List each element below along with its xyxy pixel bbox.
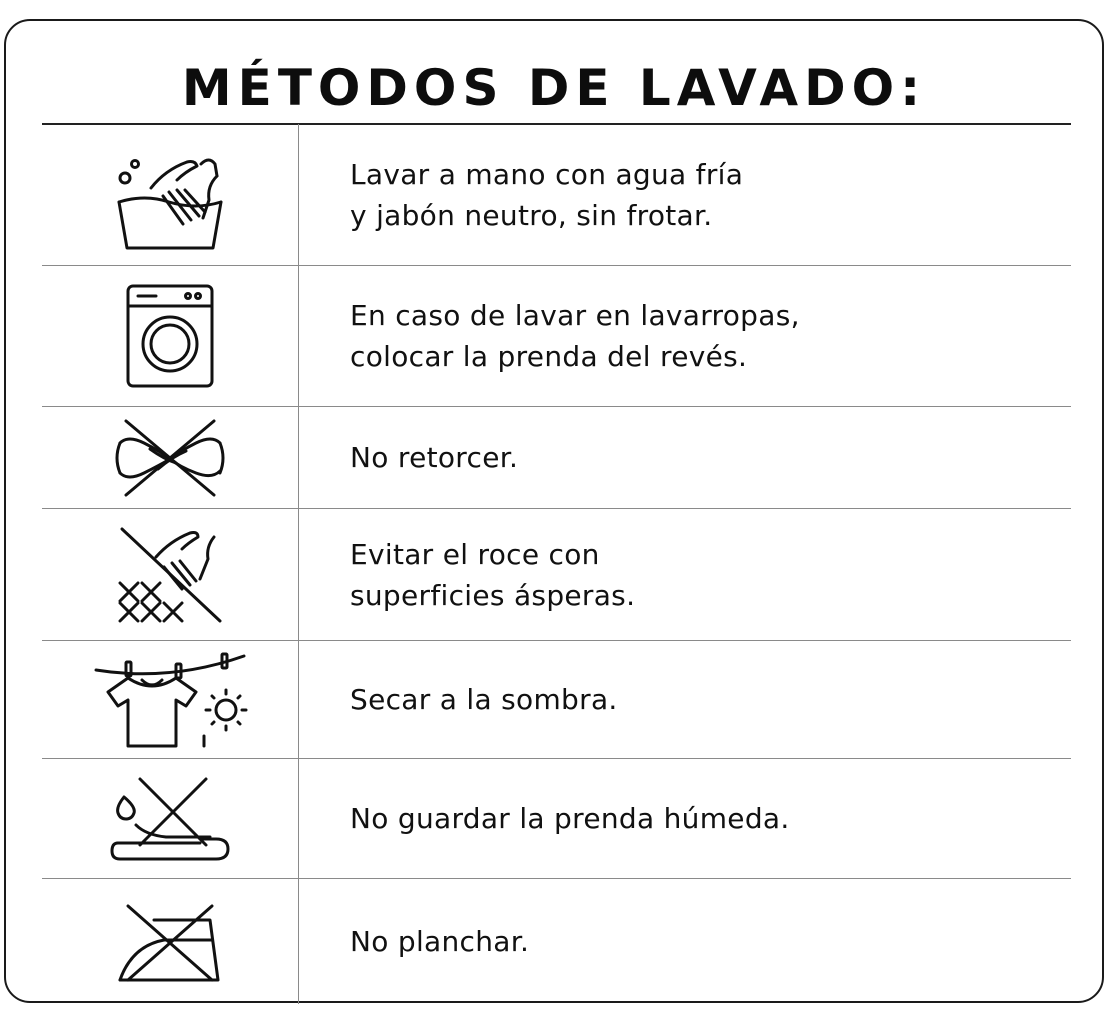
instruction-line: y jabón neutro, sin frotar. (350, 198, 713, 232)
table-row (42, 266, 1071, 407)
instruction-line: Secar a la sombra. (350, 683, 618, 716)
table-row (42, 407, 1071, 509)
no-store-damp-icon (106, 773, 234, 865)
dry-in-shade-icon (90, 648, 250, 752)
table-row (42, 879, 1071, 1004)
table-row (42, 641, 1071, 759)
instruction-line: superficies ásperas. (350, 578, 636, 612)
instruction-line: No guardar la prenda húmeda. (350, 802, 790, 835)
table-row (42, 759, 1071, 879)
washing-machine-icon (120, 280, 220, 392)
care-table (42, 124, 1071, 1004)
no-wring-icon (110, 415, 230, 501)
table-row (42, 124, 1071, 266)
no-rough-surface-icon (112, 523, 228, 627)
instruction-line: No planchar. (350, 925, 530, 958)
instruction-line: Lavar a mano con agua fría (350, 157, 744, 191)
table-row (42, 509, 1071, 641)
instruction-line: colocar la prenda del revés. (350, 340, 748, 373)
instruction-line: En caso de lavar en lavarropas, (350, 299, 800, 332)
instruction-line: No retorcer. (350, 441, 519, 474)
hand-wash-icon (105, 136, 235, 254)
no-iron-icon (112, 896, 228, 988)
care-instructions-card (4, 19, 1104, 1003)
page-title: MÉTODOS DE LAVADO: (181, 59, 927, 117)
instruction-line: Evitar el roce con (350, 537, 600, 571)
